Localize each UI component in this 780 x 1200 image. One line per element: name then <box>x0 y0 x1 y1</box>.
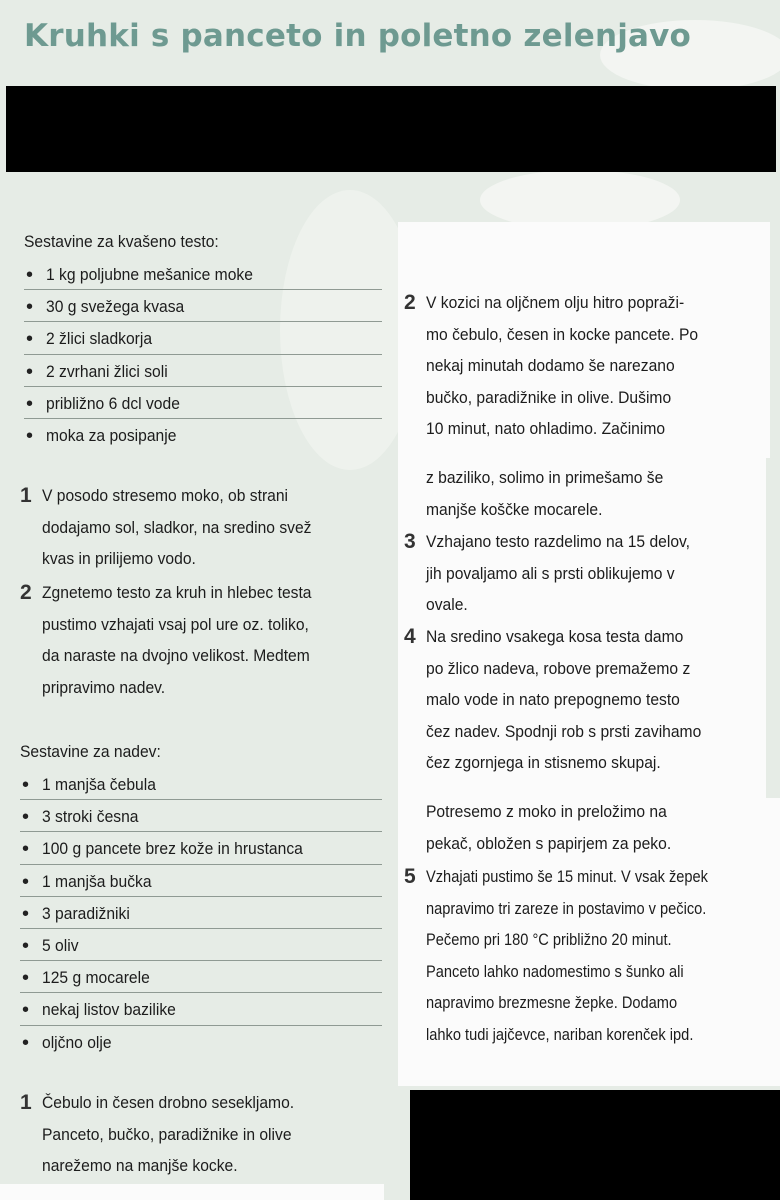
list-item: • 1 kg poljubne mešanice moke <box>24 258 382 290</box>
filling-step-2: 2 V kozici na oljčnem olju hitro popraži- mo čebulo, česen in kocke pancete. Po nekaj minutah dodamo še narezano bučko, paradižnike in olive. Dušimo 10 minut, nato ohladimo. Začinimo <box>404 287 722 445</box>
list-item: • 3 paradižniki <box>20 897 382 929</box>
bullet-icon: • <box>22 902 30 925</box>
bullet-icon: • <box>26 328 34 351</box>
list-item: • oljčno olje <box>20 1026 382 1058</box>
list-item: • 5 oliv <box>20 929 382 961</box>
filling-step-2-continued: z baziliko, solimo in primešamo še manjše koščke mocarele. <box>426 468 664 519</box>
bullet-icon: • <box>22 967 30 990</box>
bullet-icon: • <box>26 360 34 383</box>
list-item: • 1 manjša čebula <box>20 768 382 800</box>
list-item: • moka za posipanje <box>24 419 382 451</box>
bullet-icon: • <box>26 296 34 319</box>
list-item: • 2 zvrhani žlici soli <box>24 355 382 387</box>
filling-step-4: 4 Na sredino vsakega kosa testa damo po žlico nadeva, robove premažemo z malo vode in nato prepognemo testo čez nadev. Spodnji rob s prsti zavihamo čez zgornjega in stisnemo skupaj. <box>404 621 725 779</box>
dough-step-2: 2 Zgnetemo testo za kruh in hlebec testa pustimo vzhajati vsaj pol ure oz. toliko, da naraste na dvojno velikost. Medtem pripravimo nadev. <box>20 577 335 703</box>
step-number: 2 <box>20 581 32 604</box>
filling-step-4-continued: Potresemo z moko in preložimo na pekač, obložen s papirjem za peko. <box>426 802 672 853</box>
bullet-icon: • <box>26 392 34 415</box>
bullet-icon: • <box>22 934 30 957</box>
bullet-icon: • <box>22 870 30 893</box>
redaction-block <box>410 1090 780 1200</box>
step-number: 1 <box>20 1091 32 1114</box>
step-number: 2 <box>404 291 416 314</box>
filling-ingredients-list <box>20 768 382 1058</box>
bullet-icon: • <box>22 999 30 1022</box>
filling-step-3: 3 Vzhajano testo razdelimo na 15 delov, jih povaljamo ali s prsti oblikujemo v ovale. <box>404 526 713 621</box>
bullet-icon: • <box>22 774 30 796</box>
bullet-icon: • <box>26 264 34 286</box>
list-item: • 125 g mocarele <box>20 961 382 993</box>
list-item: • nekaj listov bazilike <box>20 993 382 1025</box>
filling-step-1: 1 Čebulo in česen drobno sesekljamo. Panceto, bučko, paradižnike in olive narežemo na manjše kocke. <box>20 1087 316 1182</box>
step-number: 5 <box>404 865 416 888</box>
dough-ingredients-heading: Sestavine za kvašeno testo: <box>24 232 219 251</box>
bullet-icon: • <box>26 424 34 447</box>
list-item: • 3 stroki česna <box>20 800 382 832</box>
redaction-block <box>6 86 776 172</box>
bullet-icon: • <box>22 806 30 829</box>
step-number: 3 <box>404 530 416 553</box>
step-number: 1 <box>20 484 32 507</box>
bullet-icon: • <box>22 1031 30 1054</box>
background-highlight <box>480 170 680 230</box>
text-panel <box>0 1184 384 1200</box>
step-number: 4 <box>404 625 416 648</box>
dough-step-1: 1 V posodo stresemo moko, ob strani dodajamo sol, sladkor, na sredino svež kvas in prilijemo vodo. <box>20 480 335 575</box>
filling-ingredients-heading: Sestavine za nadev: <box>20 742 161 761</box>
recipe-title: Kruhki s panceto in poletno zelenjavo <box>24 18 692 54</box>
filling-step-5: 5 Vzhajati pustimo še 15 minut. V vsak žepek napravimo tri zareze in postavimo v pečico. Pečemo pri 180 °C približno 20 minut. Panceto lahko nadomestimo s šunko ali napravimo brezmesne žepke. Dodamo lahko tudi jajčevce, nariban korenček ipd. <box>404 861 754 1050</box>
list-item: • 30 g svežega kvasa <box>24 290 382 322</box>
list-item: • 1 manjša bučka <box>20 865 382 897</box>
list-item: • 2 žlici sladkorja <box>24 322 382 354</box>
list-item: • 100 g pancete brez kože in hrustanca <box>20 832 382 864</box>
list-item: • približno 6 dcl vode <box>24 387 382 419</box>
dough-ingredients-list <box>24 258 382 451</box>
bullet-icon: • <box>22 838 30 861</box>
